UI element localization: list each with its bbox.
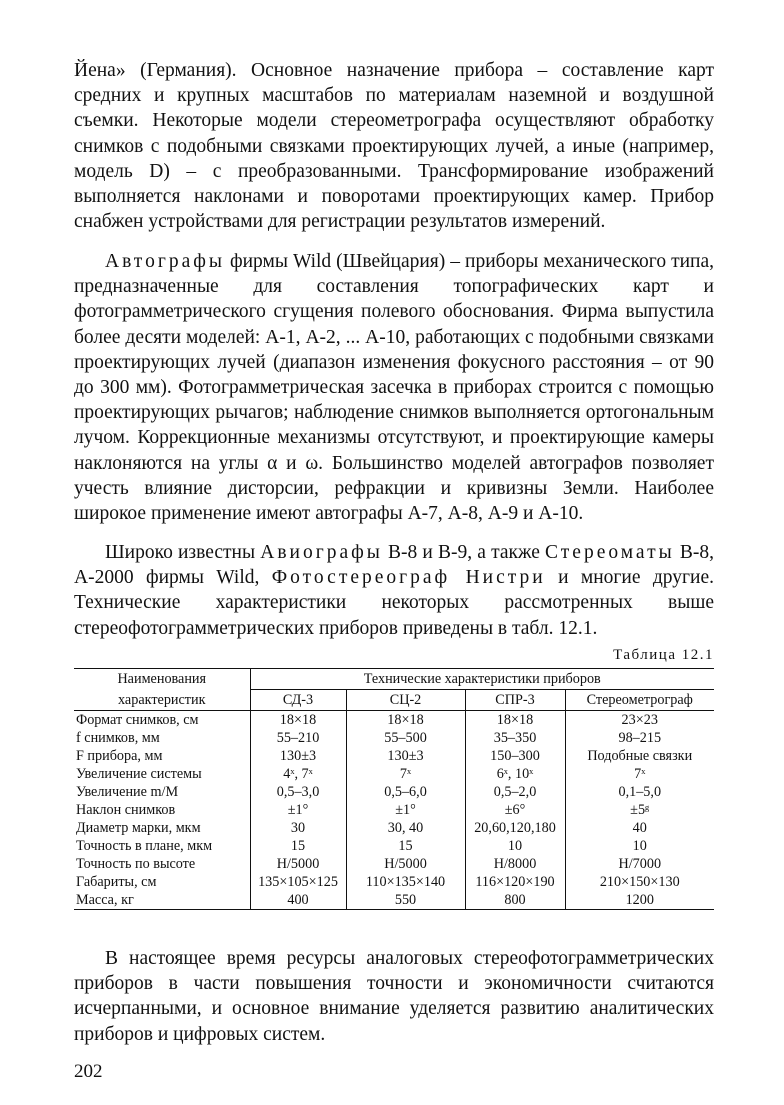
table-cell: 18×18 <box>465 711 565 730</box>
table-cell: 30 <box>250 819 346 837</box>
aviographs-term: Авиографы <box>260 542 383 563</box>
table-cell: H/5000 <box>250 855 346 873</box>
table-cell: 98–215 <box>618 730 662 746</box>
p3-part-a: Широко известны <box>105 542 261 563</box>
autographs-term: Автографы <box>105 251 225 272</box>
table-cell: 150–300 <box>465 747 565 765</box>
page-number: 202 <box>74 1061 103 1082</box>
row-label: Масса, кг <box>74 891 250 910</box>
col-header: Стереометрограф <box>565 690 714 711</box>
table-cell: 210×150×130 <box>599 874 680 890</box>
table-body <box>74 711 714 910</box>
table-row <box>74 819 714 837</box>
paragraph-4-text: В настоящее время ресурсы аналоговых стереофотограмметрических приборов в части повышения точности и экономичности считаются исчерпанными, и основное внимание уделяется развитию аналитических приборов и цифровых систем. <box>74 948 714 1045</box>
table-cell: 135×105×125 <box>250 873 346 891</box>
row-label: Наклон снимков <box>74 801 250 819</box>
col-header: СД-3 <box>250 690 346 711</box>
table-cell: 7ˣ <box>346 765 465 783</box>
table-cell: 0,5–6,0 <box>346 783 465 801</box>
table-row <box>74 711 714 730</box>
paragraph-3 <box>74 540 714 641</box>
table-cell: 0,1–5,0 <box>618 784 662 800</box>
table-cell: 23×23 <box>621 712 658 728</box>
table-cell: 116×120×190 <box>465 873 565 891</box>
table-cell: 0,5–2,0 <box>465 783 565 801</box>
table-cell: 18×18 <box>346 711 465 730</box>
table-cell: Подобные связки <box>587 748 693 764</box>
table-cell: 130±3 <box>346 747 465 765</box>
stereomats-term: Стереоматы <box>545 542 675 563</box>
table-cell: 6ˣ, 10ˣ <box>465 765 565 783</box>
table-cell: 110×135×140 <box>346 873 465 891</box>
table-cell: 4ˣ, 7ˣ <box>250 765 346 783</box>
row-label: Формат снимков, см <box>74 711 250 730</box>
row-label: Увеличение системы <box>74 765 250 783</box>
table-cell: 1200 <box>625 892 654 908</box>
row-label: Габариты, см <box>74 873 250 891</box>
table-row <box>74 855 714 873</box>
table-cell: 0,5–3,0 <box>250 783 346 801</box>
table-row <box>74 747 714 765</box>
table-row <box>74 891 714 910</box>
table-cell: 55–210 <box>250 729 346 747</box>
header-group: Технические характеристики приборов <box>250 669 714 690</box>
table-cell: 400 <box>250 891 346 910</box>
table-cell: 10 <box>632 838 647 854</box>
table-row <box>74 729 714 747</box>
table-cell: ±1° <box>250 801 346 819</box>
table-cell: 7ˣ <box>634 766 646 782</box>
table-cell: 800 <box>465 891 565 910</box>
paragraph-2 <box>74 249 714 526</box>
table-cell: ±1° <box>346 801 465 819</box>
table-cell: 55–500 <box>346 729 465 747</box>
paragraph-1 <box>74 58 714 234</box>
table-cell: 15 <box>346 837 465 855</box>
table-row <box>74 873 714 891</box>
header-name-line2: характеристик <box>74 690 250 711</box>
row-label: f снимков, мм <box>74 729 250 747</box>
table-cell: ±6° <box>465 801 565 819</box>
row-label: Точность в плане, мкм <box>74 837 250 855</box>
table-cell: H/5000 <box>346 855 465 873</box>
table-row <box>74 801 714 819</box>
nistri-term: Фотостереограф Нистри <box>271 567 546 589</box>
col-header: СЦ-2 <box>346 690 465 711</box>
table-cell: 15 <box>250 837 346 855</box>
table-caption: Таблица 12.1 <box>613 647 714 663</box>
p3-part-c: В-8 и В-9, а также <box>382 542 546 563</box>
table-row <box>74 837 714 855</box>
col-header: СПР-3 <box>465 690 565 711</box>
table-cell: 130±3 <box>250 747 346 765</box>
table-row <box>74 765 714 783</box>
specs-table <box>74 668 714 910</box>
row-label: Увеличение m/M <box>74 783 250 801</box>
table-cell: H/7000 <box>618 856 662 872</box>
table-cell: 35–350 <box>465 729 565 747</box>
table-cell: 10 <box>465 837 565 855</box>
row-label: F прибора, мм <box>74 747 250 765</box>
header-name-line1: Наименования <box>74 669 250 690</box>
p3-part-e: В-8, А-2000 фирмы Wild, <box>74 542 714 589</box>
table-cell: H/8000 <box>465 855 565 873</box>
table-cell: 20,60,120,180 <box>465 819 565 837</box>
paragraph-1-text: Йена» (Германия). Основное назначение прибора – составление карт средних и крупных масштабов по материалам наземной и воздушной съемки. Некоторые модели стереометрографа осуществляют обработку снимков с подобными связками проектирующих лучей, а иные (например, модель D) – с преобразованными. Трансформирование изображений выполняется наклонами и поворотами проектирующих камер. Прибор снабжен устройствами для регистрации результатов измерений. <box>74 60 714 233</box>
table-row <box>74 783 714 801</box>
paragraph-4 <box>74 946 714 1047</box>
table-cell: 30, 40 <box>346 819 465 837</box>
row-label: Точность по высоте <box>74 855 250 873</box>
table-cell: ±5ᵍ <box>630 802 650 818</box>
table-cell: 550 <box>346 891 465 910</box>
table-cell: 40 <box>632 820 647 836</box>
p3-part-g: и многие другие. Технические характеристики некоторых рассмотренных выше стереофотограмметрических приборов приведены в табл. 12.1. <box>74 567 714 639</box>
row-label: Диаметр марки, мкм <box>74 819 250 837</box>
table-cell: 18×18 <box>250 711 346 730</box>
paragraph-2-text: фирмы Wild (Швейцария) – приборы механического типа, предназначенные для составления топографических карт и фотограмметрического сгущения полевого обоснования. Фирма выпустила более десяти моделей: А-1, А-2, ... А-10, работающих с подобными связками проектирующих лучей (диапазон изменения фокусного расстояния – от 90 до 300 мм). Фотограмметрическая засечка в приборах строится с помощью проектирующих рычагов; наблюдение снимков выполняется ортогональным лучом. Коррекционные механизмы отсутствуют, и проектирующие камеры наклоняются на углы α и ω. Большинство моделей автографов позволяет учесть влияние дисторсии, рефракции и кривизны Земли. Наиболее широкое применение имеют автографы А-7, А-8, А-9 и А-10. <box>74 251 714 525</box>
